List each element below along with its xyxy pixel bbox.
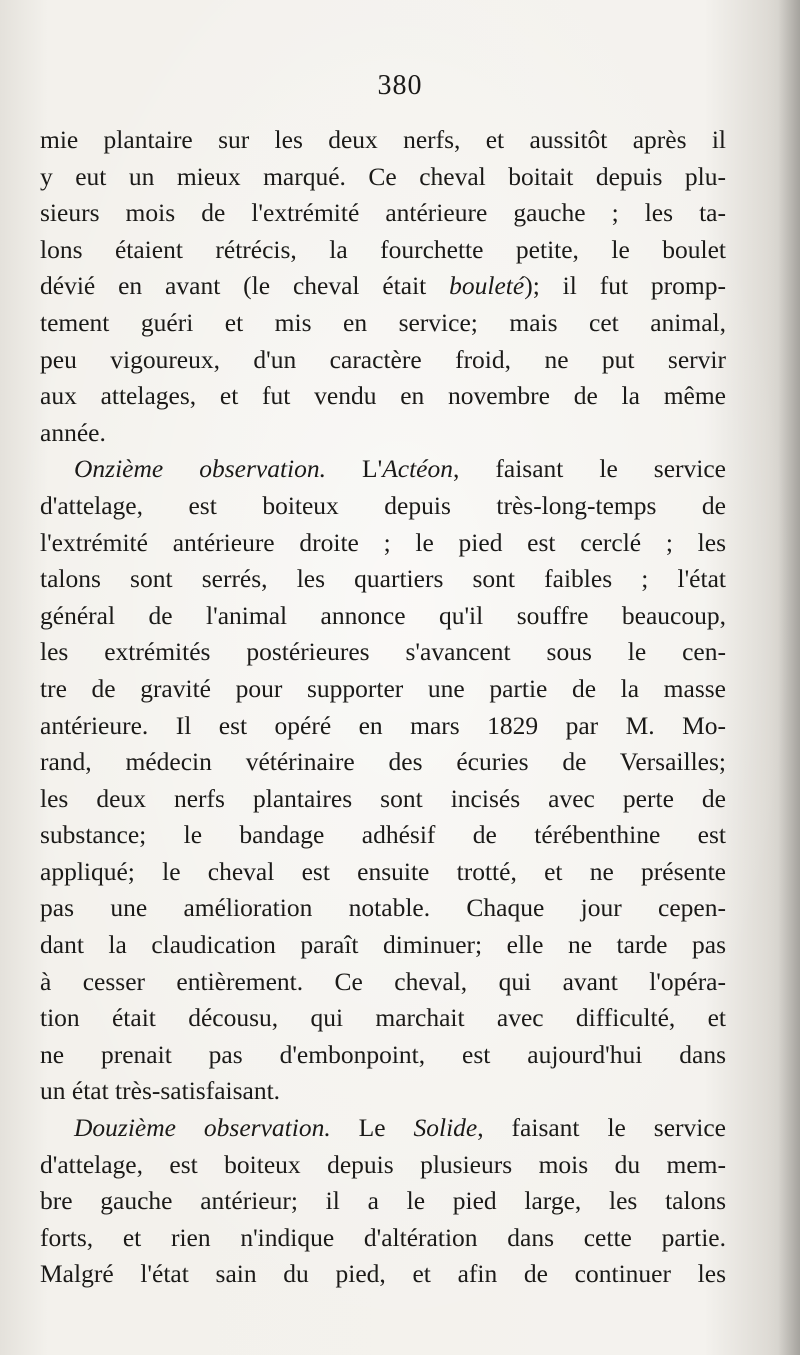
text-run: à cesser entièrement. Ce cheval, qui avant l'opéra-	[40, 966, 726, 996]
text-line	[40, 1000, 726, 1037]
text-run: Le	[330, 1113, 414, 1143]
text-line	[40, 817, 726, 854]
text-line	[40, 1256, 726, 1293]
text-run: aux attelages, et fut vendu en novembre de la même	[40, 381, 726, 411]
text-line	[40, 1147, 726, 1184]
text-line	[40, 488, 726, 525]
text-line	[40, 342, 726, 379]
text-run: talons sont serrés, les quartiers sont faibles ; l'état	[40, 564, 726, 594]
text-line	[40, 671, 726, 708]
text-run: pas une amélioration notable. Chaque jour cepen-	[40, 893, 726, 923]
text-run: un état très-satisfaisant.	[40, 1076, 281, 1106]
text-line	[40, 1110, 726, 1147]
text-run: tre de gravité pour supporter une partie de la masse	[40, 673, 726, 703]
text-run: d'attelage, est boiteux depuis plusieurs mois du mem-	[40, 1149, 726, 1179]
italic-text: Onzième observation.	[74, 454, 327, 484]
text-line	[40, 598, 726, 635]
text-line	[40, 378, 726, 415]
text-run: bre gauche antérieur; il a le pied large, les talons	[40, 1186, 726, 1216]
text-run: d'attelage, est boiteux depuis très-long-temps de	[40, 490, 726, 520]
text-run: mie plantaire sur les deux nerfs, et aussitôt après il	[40, 125, 726, 154]
text-run: substance; le bandage adhésif de térébenthine est	[40, 820, 726, 850]
text-run: les extrémités postérieures s'avancent sous le cen-	[40, 637, 726, 667]
text-line	[40, 268, 726, 305]
text-line	[40, 1220, 726, 1257]
text-line	[40, 1183, 726, 1220]
text-run: année.	[40, 417, 106, 447]
text-line	[40, 122, 726, 159]
text-run: rand, médecin vétérinaire des écuries de Versailles;	[40, 747, 726, 777]
text-line	[40, 561, 726, 598]
text-line	[40, 708, 726, 745]
text-run: , faisant le service	[477, 1113, 726, 1143]
text-line	[40, 781, 726, 818]
paragraph	[40, 122, 726, 451]
paragraph	[40, 451, 726, 1110]
text-line	[40, 854, 726, 891]
text-run: L'	[326, 454, 383, 484]
text-run: ne prenait pas d'embonpoint, est aujourd'hui dans	[40, 1039, 726, 1069]
text-run: les deux nerfs plantaires sont incisés avec perte de	[40, 783, 726, 813]
text-run: , faisant le service	[453, 454, 726, 484]
paragraph	[40, 1110, 726, 1293]
text-line	[40, 634, 726, 671]
text-run: dant la claudication paraît diminuer; elle ne tarde pas	[40, 930, 726, 960]
italic-text: Douzième observation.	[74, 1113, 331, 1143]
text-run: dévié en avant (le cheval était	[40, 271, 450, 301]
text-run: appliqué; le cheval est ensuite trotté, et ne présente	[40, 856, 726, 886]
text-run: y eut un mieux marqué. Ce cheval boitait depuis plu-	[40, 161, 726, 191]
text-line	[40, 927, 726, 964]
text-line	[40, 1037, 726, 1074]
text-line	[40, 1073, 726, 1110]
text-run: sieurs mois de l'extrémité antérieure gauche ; les ta-	[40, 198, 726, 228]
text-line	[40, 525, 726, 562]
text-run: général de l'animal annonce qu'il souffre beaucoup,	[40, 600, 726, 630]
text-run: ); il fut promp-	[524, 271, 726, 301]
text-line	[40, 415, 726, 452]
text-line	[40, 159, 726, 196]
italic-text: Actéon	[382, 454, 454, 484]
text-run: forts, et rien n'indique d'altération dans cette partie.	[40, 1222, 726, 1252]
text-run: l'extrémité antérieure droite ; le pied est cerclé ; les	[40, 527, 726, 557]
text-line	[40, 451, 726, 488]
text-line	[40, 964, 726, 1001]
text-line	[40, 195, 726, 232]
italic-text: Solide	[413, 1113, 478, 1143]
text-line	[40, 305, 726, 342]
body-text	[40, 122, 726, 1293]
page-edge-shadow	[778, 0, 800, 1355]
text-run: antérieure. Il est opéré en mars 1829 par M. Mo-	[40, 710, 726, 740]
text-run: tement guéri et mis en service; mais cet animal,	[40, 307, 726, 337]
text-run: peu vigoureux, d'un caractère froid, ne put servir	[40, 344, 726, 374]
text-line	[40, 744, 726, 781]
page-number: 380	[377, 70, 423, 101]
text-run: lons étaient rétrécis, la fourchette petite, le boulet	[40, 234, 726, 264]
text-run: Malgré l'état sain du pied, et afin de continuer les	[40, 1259, 726, 1289]
text-line	[40, 890, 726, 927]
italic-text: bouleté	[449, 271, 525, 301]
text-run: tion était décousu, qui marchait avec difficulté, et	[40, 1003, 726, 1033]
text-line	[40, 232, 726, 269]
